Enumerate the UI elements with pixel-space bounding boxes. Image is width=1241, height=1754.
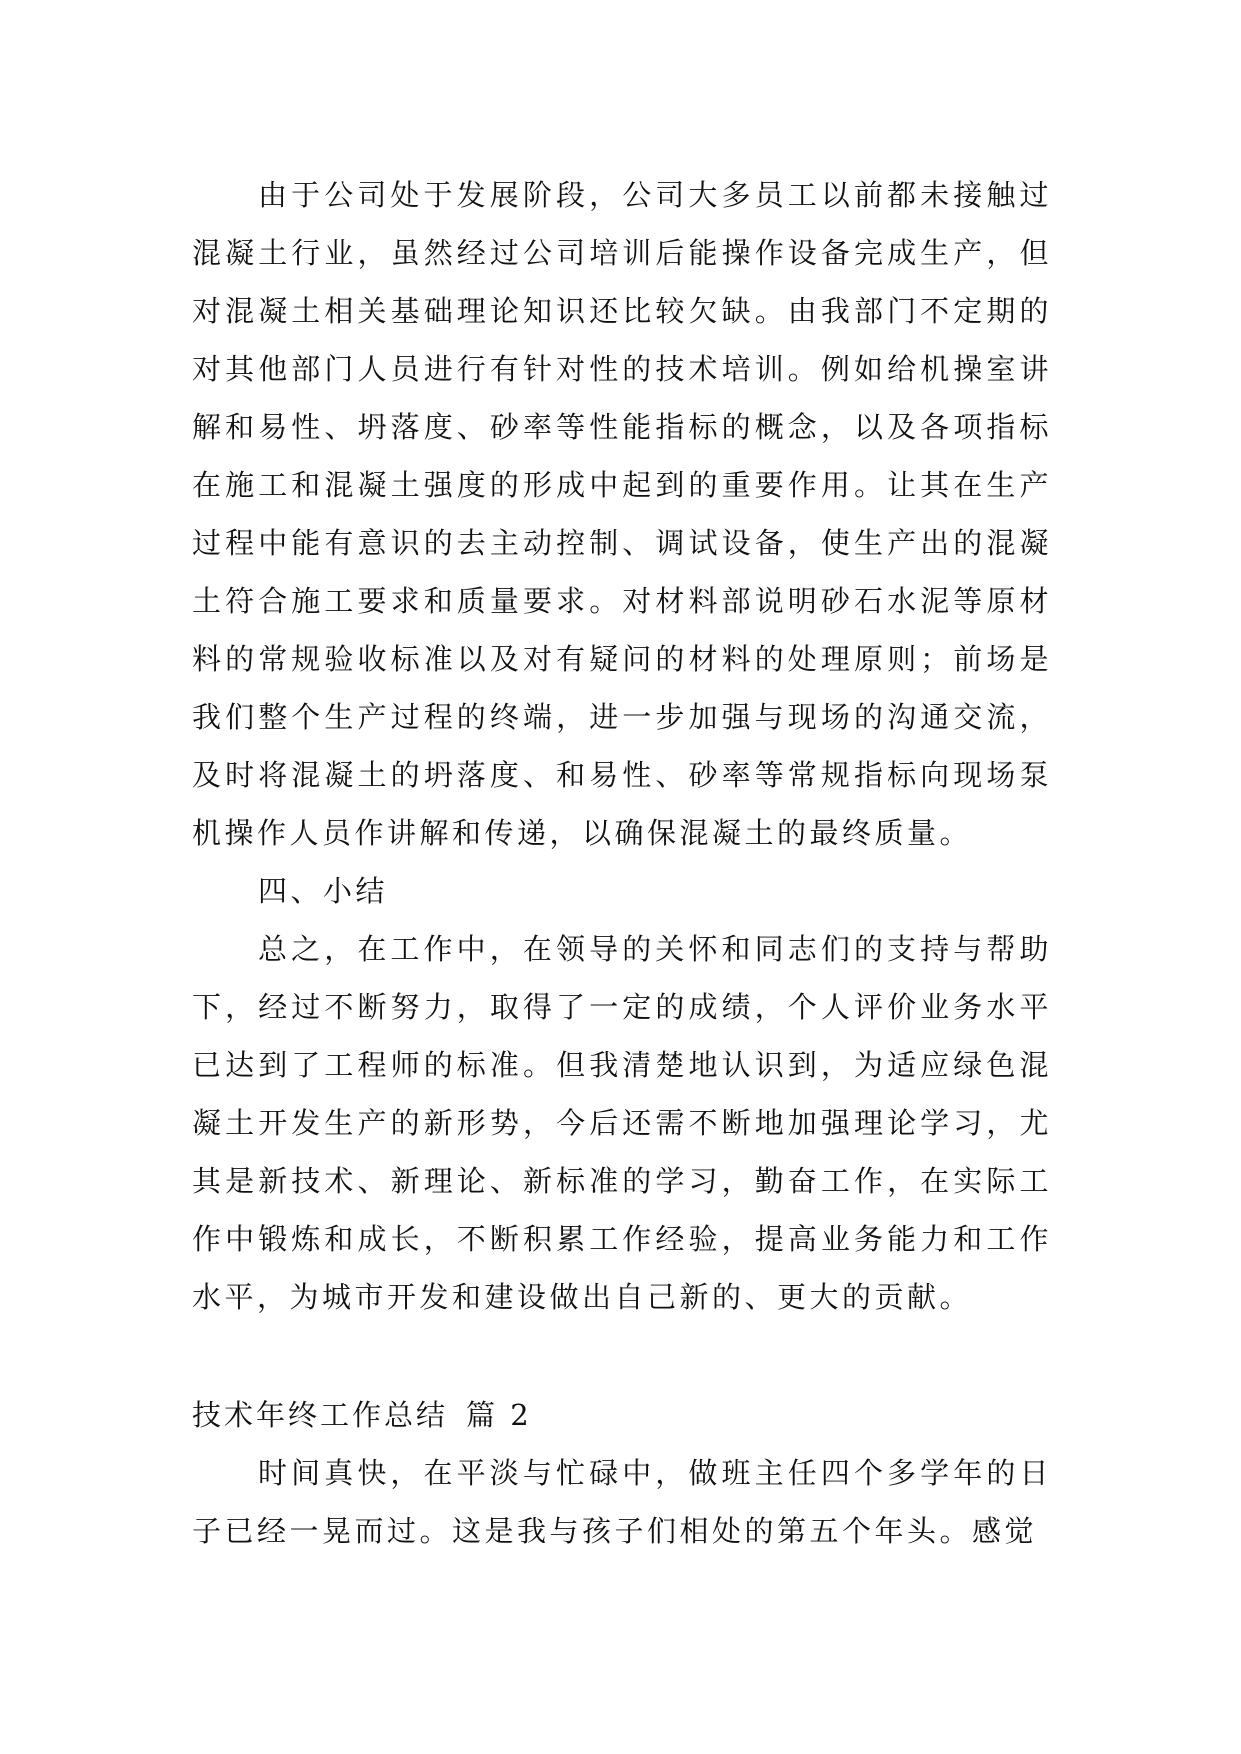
body-paragraph-training: 由于公司处于发展阶段，公司大多员工以前都未接触过混凝土行业，虽然经过公司培训后能操作设备完成生产，但对混凝土相关基础理论知识还比较欠缺。由我部门不定期的对其他部门人员进行有针对性的技术培训。例如给机操室讲解和易性、坍落度、砂率等性能指标的概念，以及各项指标在施工和混凝土强度的形成中起到的重要作用。让其在生产过程中能有意识的去主动控制、调试设备，使生产出的混凝土符合施工要求和质量要求。对材料部说明砂石水泥等原材料的常规验收标准以及对有疑问的材料的处理原则；前场是我们整个生产过程的终端，进一步加强与现场的沟通交流，及时将混凝土的坍落度、和易性、砂率等常规指标向现场泵机操作人员作讲解和传递，以确保混凝土的最终质量。 xyxy=(192,178,1052,850)
document-body xyxy=(192,166,1052,1560)
section-2-title-text: 技术年终工作总结 xyxy=(192,1398,449,1432)
section-2-title xyxy=(192,1386,1052,1444)
section-heading-summary: 四、小结 xyxy=(258,874,389,908)
body-paragraph-summary: 总之，在工作中，在领导的关怀和同志们的支持与帮助下，经过不断努力，取得了一定的成绩，个人评价业务水平已达到了工程师的标准。但我清楚地认识到，为适应绿色混凝土开发生产的新形势，今后还需不断地加强理论学习，尤其是新技术、新理论、新标准的学习，勤奋工作，在实际工作中锻炼和成长，不断积累工作经验，提高业务能力和工作水平，为城市开发和建设做出自己新的、更大的贡献。 xyxy=(192,932,1052,1314)
body-paragraph-section-2: 时间真快，在平淡与忙碌中，做班主任四个多学年的日子已经一晃而过。这是我与孩子们相处的第五个年头。感觉 xyxy=(192,1456,1052,1548)
section-2-label: 篇 2 xyxy=(466,1398,532,1432)
